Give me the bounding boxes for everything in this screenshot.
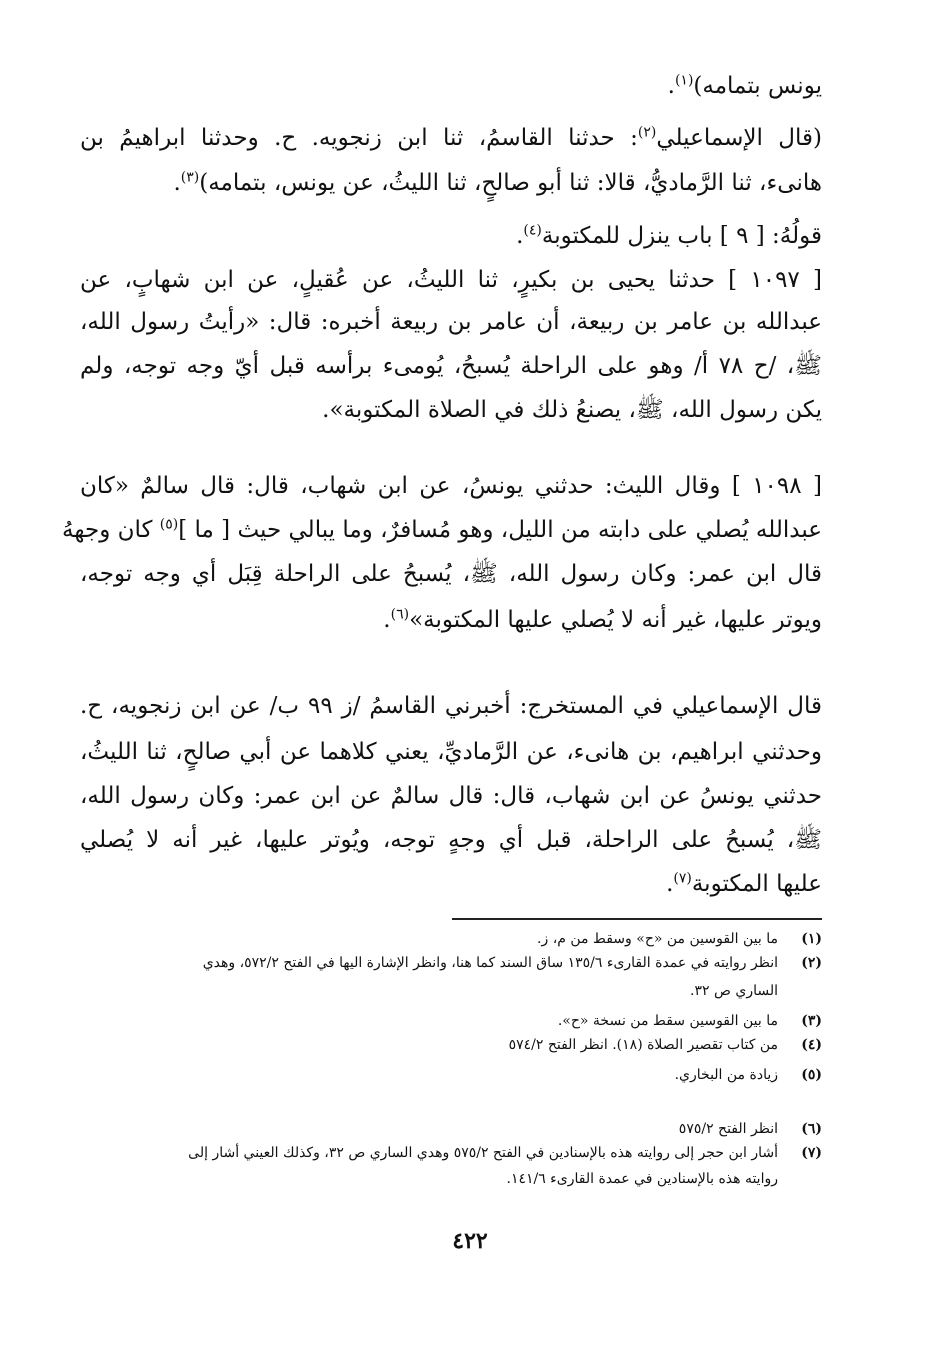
text-line: يونس بتمامه)$^{(١)}$. — [667, 72, 822, 99]
footnote-2-continued: الساري ص ٣٢. — [690, 983, 778, 999]
text-line: قال الإسماعيلي في المستخرج: أخبرني القاسمُ /ز ٩٩ ب/ عن ابن زنجويه، ح. — [80, 693, 822, 719]
footnote-7: (٧)أشار ابن حجر إلى روايته هذه بالإسنادين في الفتح ٥٧٥/٢ وهدي الساري ص ٣٢، وكذلك العيني أشار إلى — [188, 1145, 822, 1161]
text-line: ﷺ، /ح ٧٨ أ/ وهو على الراحلة يُسبحُ، يُومىء برأسه قبل أيّ وجه توجه، ولم — [80, 353, 822, 379]
page-number: ٤٢٢ — [452, 1228, 488, 1254]
text-line: (قال الإسماعيلي$^{(٢)}$: حدثنا القاسمُ، ثنا ابن زنجويه. ح. وحدثنا ابراهيمُ بن — [80, 124, 822, 151]
footnote-1: (١)ما بين القوسين من «ح» وسقط من م، ز. — [537, 931, 822, 947]
text-line: عليها المكتوبة$^{(٧)}$. — [666, 870, 822, 897]
footnote-3: (٣)ما بين القوسين سقط من نسخة «ح». — [557, 1013, 822, 1029]
text-line: [ ١٠٩٨ ] وقال الليث: حدثني يونسُ، عن ابن شهاب، قال: قال سالمٌ «كان — [80, 473, 822, 499]
footnotes — [74, 928, 822, 1218]
text-line: حدثني يونسُ عن ابن شهاب، قال: قال سالمٌ عن ابن عمر: وكان رسول الله، — [80, 783, 822, 809]
footnote-divider — [452, 918, 822, 920]
text-line: هانىء، ثنا الرَّماديُّ، قالا: ثنا أبو صالحٍ، ثنا الليثُ، عن يونس، بتمامه)$^{(٣)}$. — [173, 169, 822, 196]
chapter-heading: قولُهُ: [ ٩ ] باب ينزل للمكتوبة$^{(٤)}$. — [516, 222, 822, 249]
text-line: عبدالله يُصلي على دابته من الليل، وهو مُسافرٌ، وما يبالي حيث [ ما ]$^{(٥)}$ كان وجههُ — [62, 516, 822, 543]
footnote-6: (٦)انظر الفتح ٥٧٥/٢ — [678, 1121, 822, 1137]
text-line: يكن رسول الله، ﷺ، يصنعُ ذلك في الصلاة المكتوبة». — [322, 397, 822, 423]
text-line: [ ١٠٩٧ ] حدثنا يحيى بن بكيرٍ، ثنا الليثُ، عن عُقيلٍ، عن ابن شهابٍ، عن — [80, 267, 822, 293]
footnote-5: (٥)زيادة من البخاري. — [674, 1067, 822, 1083]
text-line: وحدثني ابراهيم، بن هانىء، عن الرَّماديِّ، يعني كلاهما عن أبي صالحٍ، ثنا الليثُ، — [80, 739, 822, 765]
footnote-4: (٤)من كتاب تقصير الصلاة (١٨). انظر الفتح ٥٧٤/٢ — [508, 1037, 822, 1053]
text-line: ﷺ، يُسبحُ على الراحلة، قبل أي وجهٍ توجه، ويُوتر عليها، غير أنه لا يُصلي — [80, 827, 822, 853]
footnote-2: (٢)انظر روايته في عمدة القارىء ١٣٥/٦ ساق السند كما هنا، وانظر الإشارة اليها في الفتح ٥٧٢/٢، وهدي — [202, 955, 822, 971]
footnote-7-continued: روايته هذه بالإسنادين في عمدة القارىء ١٤١/٦. — [506, 1171, 778, 1187]
text-line: عبدالله بن عامر بن ربيعة، أن عامر بن ربيعة أخبره: قال: «رأيتُ رسول الله، — [80, 309, 822, 335]
text-line: ويوتر عليها، غير أنه لا يُصلي عليها المكتوبة»$^{(٦)}$. — [383, 606, 822, 633]
text-line: قال ابن عمر: وكان رسول الله، ﷺ، يُسبحُ على الراحلة قِبَل أي وجه توجه، — [80, 561, 822, 587]
main-text — [62, 0, 822, 910]
